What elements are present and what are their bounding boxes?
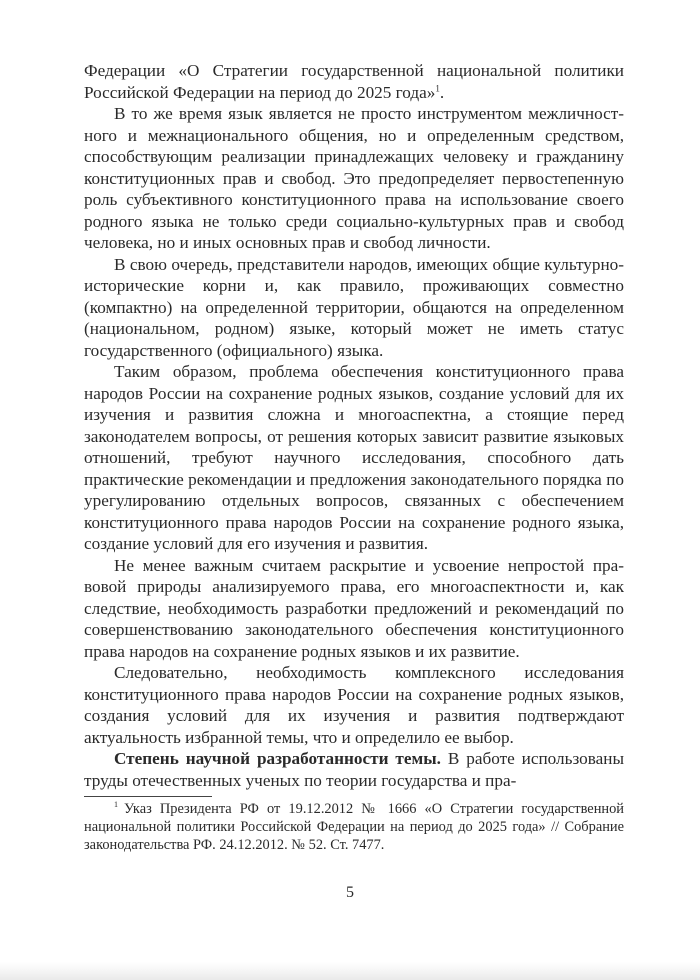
paragraph-1-end: . <box>439 82 445 102</box>
paragraph-6: Следовательно, необходимость комплексного исследования конституционного права народов России на сохранение родных языков, создания условий для их изучения и развития подтверждают актуальность избранной темы, что и определило ее выбор. <box>84 663 624 747</box>
footnote-text: Указ Президента РФ от 19.12.2012 № 1666 «О Стратегии государственной национальной политики Российской Федерации на период до 2025 года» // Собрание законодательства РФ. 24.12.2012. № 52. Ст. 7477. <box>84 801 624 853</box>
body-text <box>84 60 624 791</box>
page-content <box>84 60 624 791</box>
footnote <box>84 800 624 854</box>
paragraph-4: Таким образом, проблема обеспечения конституционного права народов России на сохранение родных языков, создание условий для их изучения и развития сложна и многоаспектна, а стоящие перед законодателем вопросы, от решения которых зависит развитие языковых отношений, требуют научного исследования, способного дать практические рекомендации и предложения законодательного порядка по урегулированию отдельных вопросов, связанных с обеспечением конституционного права народов России на сохранение родного языка, создание условий для его изучения и развития. <box>84 362 624 553</box>
footnote-ref: 1 <box>435 82 440 93</box>
scan-edge <box>0 962 700 980</box>
page-number: 5 <box>346 884 354 901</box>
footnote-marker: 1 <box>114 800 118 810</box>
paragraph-1-text: Федерации «О Стратегии государственной национальной политики Российской Федерации на период до 2025 года» <box>84 61 624 102</box>
paragraph-5: Не менее важным считаем раскрытие и усвоение непростой правовой природы анализируемого права, его многоаспектности и, как следствие, необходимость разработки предложений и рекомендаций по совершенствованию законодательного обеспечения конституционного права народов на сохранение родных языков и их развитие. <box>84 555 624 661</box>
paragraph-2: В то же время язык является не просто инструментом межличностного и межнационального общения, но и определенным средством, способствующим реализации принадлежащих человеку и гражданину конституционных прав и свобод. Это предопределяет первостепенную роль субъективного конституционного права на использование своего родного языка не только среди социально-культурных прав и свобод человека, но и иных основных прав и свобод личности. <box>84 104 624 252</box>
paragraph-1 <box>84 60 624 103</box>
paragraph-7 <box>84 748 624 791</box>
footnote-divider <box>84 796 212 797</box>
paragraph-3: В свою очередь, представители народов, имеющих общие культурно-исторические корни и, как правило, проживающих совместно (компактно) на определенной территории, общаются на определенном (национальном, родном) языке, который может не иметь статус государственного (официального) языка. <box>84 254 624 360</box>
paragraph-7-text: В работе использованы труды отечественных ученых по теории государства и пра- <box>84 749 625 790</box>
section-heading-inline: Степень научной разработанности темы. <box>114 749 441 768</box>
